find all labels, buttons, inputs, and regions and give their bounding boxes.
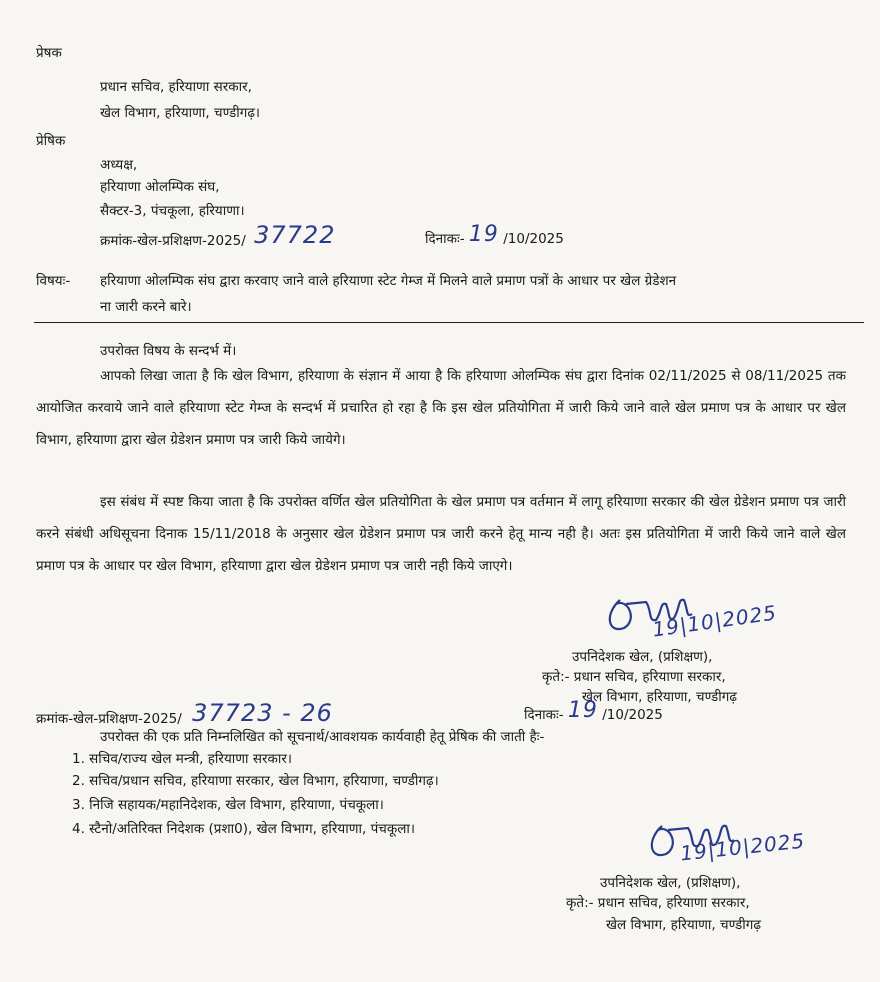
signatory-behalf-2 <box>566 894 750 912</box>
signatory-designation-2: उपनिदेशक खेल, (प्रशिक्षण), <box>600 875 741 891</box>
for-line: प्रधान सचिव, हरियाणा सरकार, <box>573 669 726 685</box>
sender-line-1: प्रधान सचिव, हरियाणा सरकार, <box>100 79 252 95</box>
divider-line <box>34 322 864 323</box>
reference-prefix: क्रमांक-खेल-प्रशिक्षण-2025/ <box>36 711 182 727</box>
handwritten-date-day: 19 <box>567 698 598 723</box>
date-label: दिनाकः- <box>524 707 564 723</box>
subject-line-2: ना जारी करने बारे। <box>100 299 192 315</box>
reference-prefix: क्रमांक-खेल-प्रशिक्षण-2025/ <box>100 233 246 249</box>
reference-number-1 <box>100 221 336 250</box>
recipient-label: प्रेषिक <box>36 133 66 149</box>
for-label: कृते:- <box>542 669 570 685</box>
handwritten-reference-number: 37723 - 26 <box>192 699 333 727</box>
copy-list-item: 1. सचिव/राज्य खेल मन्त्री, हरियाणा सरकार। <box>72 751 292 767</box>
date-rest: /10/2025 <box>503 231 564 247</box>
sender-label: प्रेषक <box>36 45 62 61</box>
for-label: कृते:- <box>566 895 594 911</box>
body-salutation: उपरोक्त विषय के सन्दर्भ में। <box>100 343 237 359</box>
signature-date-1: 19|10|2025 <box>650 600 779 642</box>
handwritten-date-day: 19 <box>468 222 499 247</box>
signature-date-2: 19|10|2025 <box>679 828 807 866</box>
signatory-department-1: खेल विभाग, हरियाणा, चण्डीगढ़ <box>582 689 737 705</box>
date-label: दिनाकः- <box>425 231 465 247</box>
copy-list-item: 4. स्टैनो/अतिरिक्त निदेशक (प्रशा0), खेल विभाग, हरियाणा, पंचकूला। <box>72 821 415 837</box>
copy-intro: उपरोक्त की एक प्रति निम्नलिखित को सूचनार्थ/आवशयक कार्यवाही हेतू प्रेषिक की जाती हैः- <box>100 729 545 745</box>
recipient-line-2: हरियाणा ओलम्पिक संघ, <box>100 179 220 195</box>
signatory-behalf-1 <box>542 668 726 686</box>
handwritten-reference-number: 37722 <box>254 221 336 249</box>
reference-date-1 <box>425 222 564 248</box>
subject-line-1: हरियाणा ओलम्पिक संघ द्वारा करवाए जाने वाले हरियाणा स्टेट गेम्ज में मिलने वाले प्रमाण पत्रों के आधार पर खेल ग्रेडेशन <box>100 273 677 289</box>
for-line: प्रधान सचिव, हरियाणा सरकार, <box>597 895 750 911</box>
copy-list-item: 3. निजि सहायक/महानिदेशक, खेल विभाग, हरियाणा, पंचकूला। <box>72 797 384 813</box>
recipient-line-3: सैक्टर-3, पंचकूला, हरियाणा। <box>100 203 245 219</box>
recipient-line-1: अध्यक्ष, <box>100 157 138 173</box>
date-rest: /10/2025 <box>602 707 663 723</box>
signatory-department-2: खेल विभाग, हरियाणा, चण्डीगढ़ <box>606 917 761 933</box>
reference-date-2 <box>524 698 663 724</box>
signatory-designation-1: उपनिदेशक खेल, (प्रशिक्षण), <box>572 649 713 665</box>
subject-label: विषयः- <box>36 273 71 289</box>
body-paragraph-1: आपको लिखा जाता है कि खेल विभाग, हरियाणा के संज्ञान में आया है कि हरियाणा ओलम्पिक संघ द्वारा दिनांक 02/11/2025 से 08/11/2025 तक आयोजित करवाये जाने वाले हरियाणा स्टेट गेम्ज के सन्दर्भ में प्रचारित हो रहा है कि इस खेल प्रतियोगिता में जारी किये जाने वाले खेल प्रमाण पत्र के आधार पर खेल विभाग, हरियाणा द्वारा खेल ग्रेडेशन प्रमाण पत्र जारी किये जायेगे। <box>36 368 846 448</box>
body-paragraph-2: इस संबंध में स्पष्ट किया जाता है कि उपरोक्त वर्णित खेल प्रतियोगिता के खेल प्रमाण पत्र वर्तमान में लागू हरियाणा सरकार की खेल ग्रेडेशन प्रमाण पत्र जारी करने संबंधी अधिसूचना दिनाक 15/11/2018 के अनुसार खेल ग्रेडेशन प्रमाण पत्र जारी करने हेतू मान्य नही है। अतः इस प्रतियोगिता में जारी किये जाने वाले खेल प्रमाण पत्र के आधार पर खेल विभाग, हरियाणा द्वारा खेल ग्रेडेशन प्रमाण पत्र जारी नही किये जाएगे। <box>36 494 846 574</box>
copy-list-item: 2. सचिव/प्रधान सचिव, हरियाणा सरकार, खेल विभाग, हरियाणा, चण्डीगढ़। <box>72 773 439 789</box>
reference-number-2 <box>36 699 333 728</box>
sender-line-2: खेल विभाग, हरियाणा, चण्डीगढ़। <box>100 105 261 121</box>
